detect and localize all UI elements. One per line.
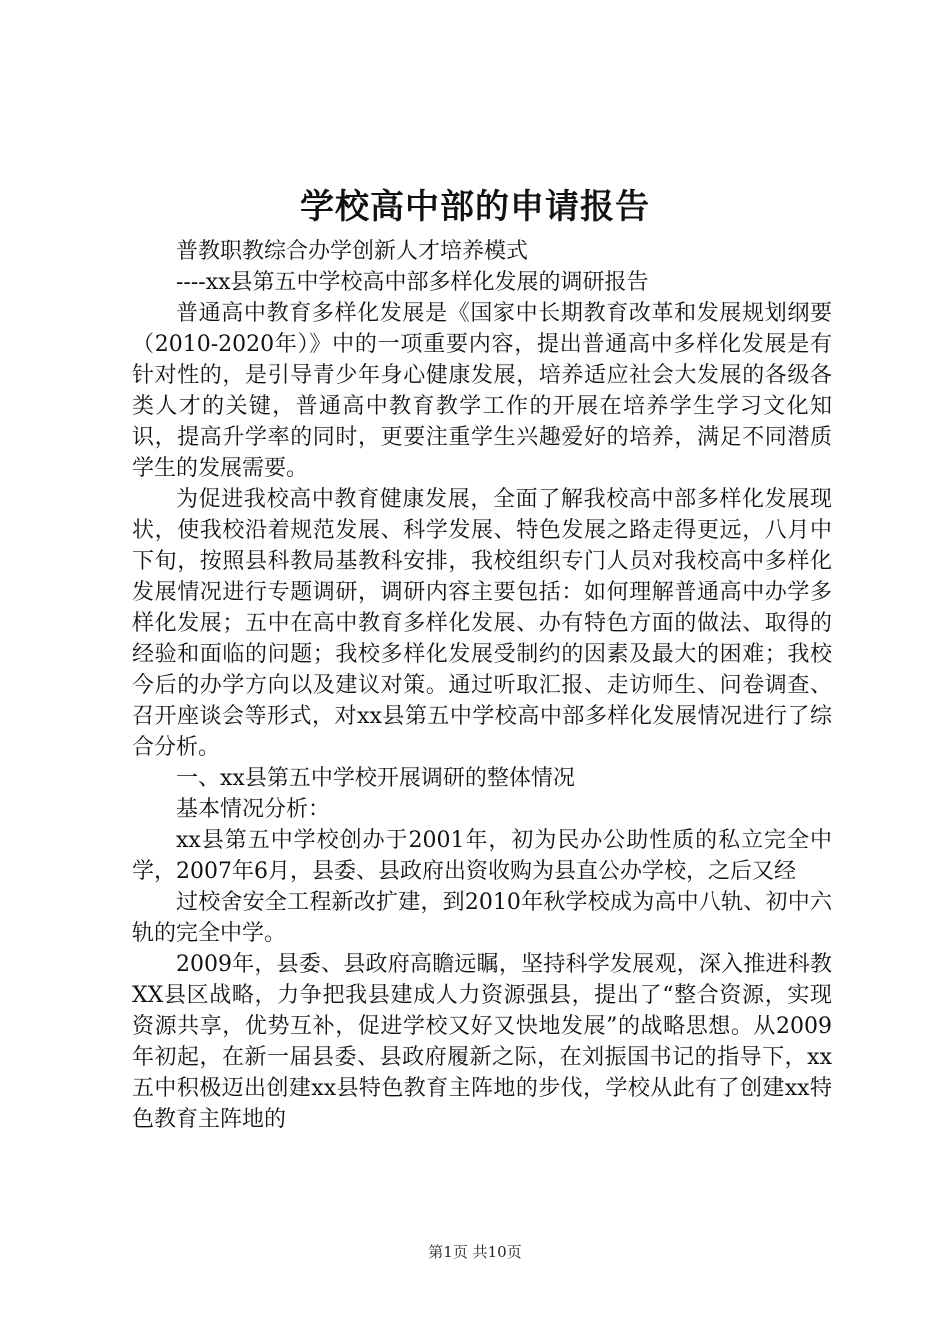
subsection-heading: 基本情况分析：	[176, 797, 331, 822]
paragraph: xx县第五中学校创办于2001年，初为民办公助性质的私立完全中学，2007年6月，县委、县政府出资收购为县直公办学校，之后又经	[132, 828, 832, 884]
paragraph: 普通高中教育多样化发展是《国家中长期教育改革和发展规划纲要（2010-2020年）》中的一项重要内容，提出普通高中多样化发展是有针对性的，是引导青少年身心健康发展，培养适应社会大发展的各级各类人才的关键，普通高中教育教学工作的开展在培养学生学习文化知识，提高升学率的同时，更要注重学生兴趣爱好的培养，满足不同潜质学生的发展需要。	[132, 301, 832, 481]
paragraph: 普教职教综合办学创新人才培养模式	[176, 239, 529, 264]
document-title: 学校高中部的申请报告	[300, 187, 650, 227]
page-number-footer: 第1页 共10页	[428, 1243, 522, 1261]
section-heading: 一、xx县第五中学校开展调研的整体情况	[176, 766, 575, 791]
paragraph: 2009年，县委、县政府高瞻远瞩，坚持科学发展观，深入推进科教XX县区战略，力争把我县建成人力资源强县，提出了“整合资源，实现资源共享，优势互补，促进学校又好又快地发展”的战略思想。从2009年初起，在新一届县委、县政府履新之际，在刘振国书记的指导下，xx五中积极迈出创建xx县特色教育主阵地的步伐，学校从此有了创建xx特色教育主阵地的	[132, 952, 832, 1132]
paragraph: ----xx县第五中学校高中部多样化发展的调研报告	[176, 270, 649, 295]
paragraph: 过校舍安全工程新改扩建，到2010年秋学校成为高中八轨、初中六轨的完全中学。	[132, 890, 832, 946]
document-body	[132, 236, 832, 1135]
paragraph: 为促进我校高中教育健康发展，全面了解我校高中部多样化发展现状，使我校沿着规范发展、科学发展、特色发展之路走得更远，八月中下旬，按照县科教局基教科安排，我校组织专门人员对我校高中多样化发展情况进行专题调研，调研内容主要包括：如何理解普通高中办学多样化发展；五中在高中教育多样化发展、办有特色方面的做法、取得的经验和面临的问题；我校多样化发展受制约的因素及最大的困难；我校今后的办学方向以及建议对策。通过听取汇报、走访师生、问卷调查、召开座谈会等形式，对xx县第五中学校高中部多样化发展情况进行了综合分析。	[132, 487, 832, 760]
